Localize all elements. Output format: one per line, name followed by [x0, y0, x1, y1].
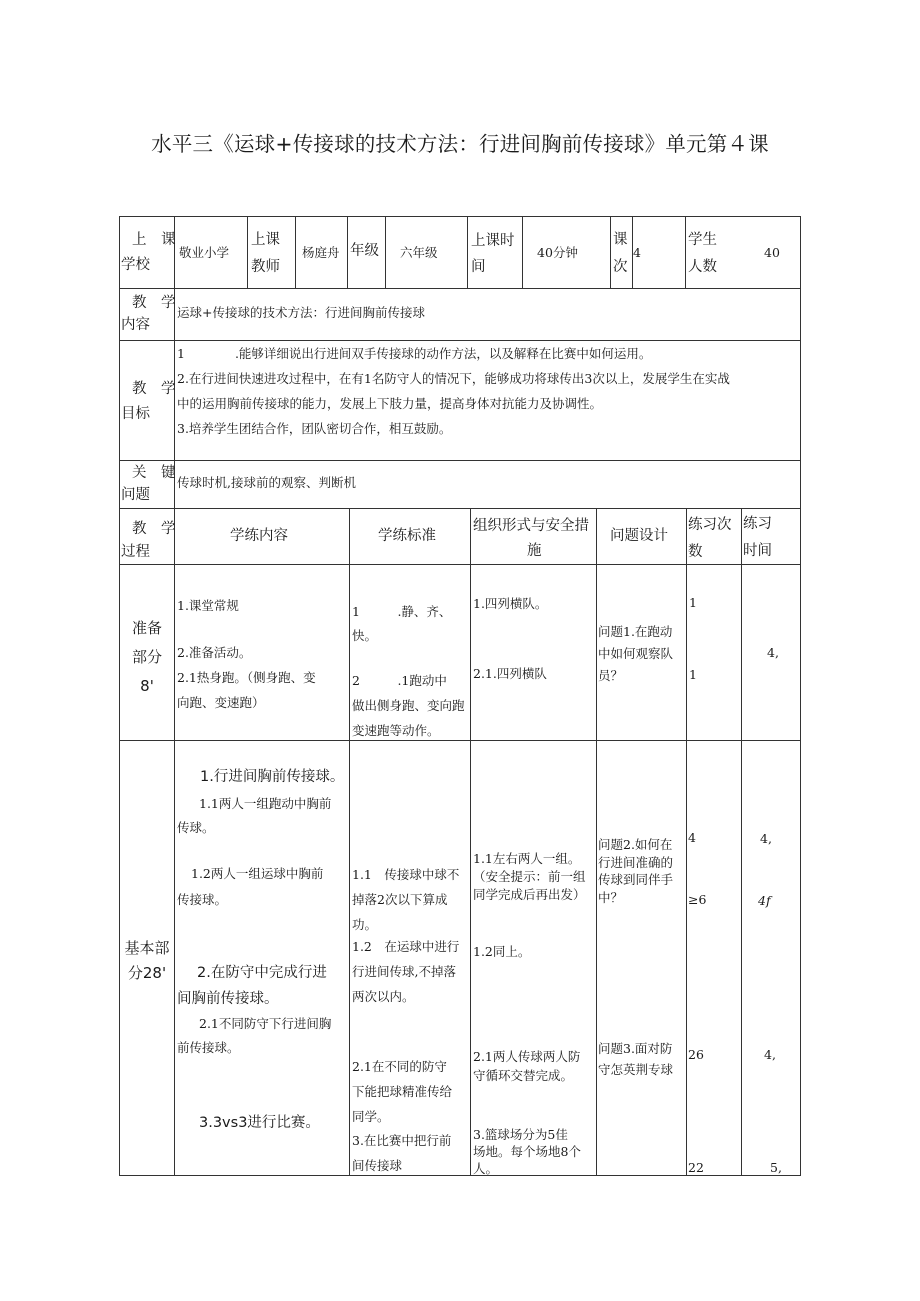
- col-line: [247, 216, 248, 288]
- prep-content-2: 2.准备活动。: [177, 645, 252, 660]
- key-question-text: 传球时机,接球前的观察、判断机: [177, 475, 356, 490]
- basic-standard-3: 3.在比赛中把行前 间传接球: [352, 1133, 452, 1173]
- prep-org-1: 1.四列横队。: [473, 596, 548, 611]
- goal-2-line-1: 2.在行进间快速进攻过程中，在有1名防守人的情况下，能够成功将球传出3次以上，发展学生在实战: [177, 371, 730, 386]
- basic-heading-3: 3.3vs3进行比赛。: [199, 1115, 320, 1131]
- basic-time-4: 5,: [770, 1160, 782, 1175]
- basic-content-2-1: 2.1不同防守下行进间胸 前传接球。: [177, 1016, 332, 1055]
- teacher-value: 杨庭舟: [302, 245, 340, 260]
- col-line: [385, 216, 386, 288]
- prep-question: 问题1.在跑动 中如何观察队 员？: [598, 624, 674, 683]
- content-text: 运球+传接球的技术方法：行进间胸前传接球: [177, 305, 425, 320]
- prep-standard-4: 做出侧身跑、变向跑: [352, 698, 465, 713]
- row-line: [119, 460, 801, 461]
- prep-content-1: 1.课堂常规: [177, 598, 239, 613]
- row-line: [119, 340, 801, 341]
- teacher-label: 上课 教师: [251, 232, 280, 275]
- basic-content-1-1: 1.1两人一组跑动中胸前 传球。: [177, 796, 332, 835]
- process-label: 教 学 过程: [121, 521, 176, 560]
- basic-org-1-2: 1.2同上。: [473, 944, 531, 959]
- col-header-content: 学练内容: [230, 528, 288, 544]
- row-line: [119, 740, 801, 741]
- prep-count-1: 1: [689, 595, 697, 610]
- basic-content-1-2: 1.2两人一组运球中胸前 传接球。: [177, 866, 324, 907]
- content-label: 教 学 内容: [121, 295, 176, 333]
- col-line: [686, 508, 687, 1176]
- prep-standard-1: 1 .静、齐、: [352, 604, 452, 619]
- school-label: 上 课 学校: [121, 232, 176, 273]
- col-header-time: 练习 时间: [743, 516, 772, 559]
- basic-time-1: 4,: [760, 831, 772, 846]
- col-line: [596, 508, 597, 1176]
- basic-org-1-1: 1.1左右两人一组。 （安全提示：前一组 同学完成后再出发）: [473, 851, 586, 902]
- basic-org-2-1: 2.1两人传球两人防 守循环交替完成。: [473, 1049, 581, 1083]
- goals-label: 教 学 目标: [121, 381, 176, 422]
- row-line: [119, 288, 801, 289]
- basic-time-3: 4,: [764, 1047, 776, 1062]
- prep-count-2: 1: [689, 667, 697, 682]
- prep-section-label: 准备 部分 8': [131, 619, 162, 695]
- prep-standard-2: 快。: [352, 628, 378, 643]
- basic-heading-1: 1.行进间胸前传接球。: [200, 769, 345, 785]
- goal-1: 1 .能够详细说出行进间双手传接球的动作方法，以及解释在比赛中如何运用。: [177, 346, 652, 361]
- col-header-organization: 组织形式与安全措 施: [473, 518, 589, 559]
- key-question-label: 关 键 问题: [121, 465, 176, 503]
- grade-value: 六年级: [400, 245, 438, 260]
- prep-standard-3: 2 .1跑动中: [352, 673, 447, 688]
- grade-label: 年级: [350, 243, 379, 259]
- student-count-value: 40: [764, 245, 780, 260]
- col-line: [295, 216, 296, 288]
- col-header-count: 练习次 数: [688, 517, 732, 560]
- basic-count-2: ≥6: [688, 892, 707, 907]
- basic-time-2: 4f: [758, 893, 771, 908]
- prep-org-2: 2.1.四列横队: [473, 666, 547, 681]
- row-line: [119, 508, 801, 509]
- basic-count-1: 4: [688, 830, 696, 845]
- basic-question-3: 问题3.面对防 守怎英荆专球: [598, 1041, 674, 1077]
- basic-count-3: 26: [688, 1047, 704, 1062]
- col-header-standard: 学练标准: [378, 528, 436, 544]
- col-line: [741, 508, 742, 1176]
- col-line: [522, 216, 523, 288]
- lesson-number-label: 课 次: [613, 232, 628, 275]
- col-line: [470, 508, 471, 1176]
- basic-count-4: 22: [688, 1160, 704, 1175]
- basic-org-3: 3.篮球场分为5佳 场地。每个场地8个 人。: [473, 1127, 581, 1176]
- col-line: [349, 508, 350, 1176]
- school-value: 敬业小学: [179, 245, 230, 260]
- prep-content-3: 2.1热身跑。（侧身跑、变: [177, 670, 316, 685]
- col-line: [347, 216, 348, 288]
- col-line: [610, 216, 611, 288]
- col-line: [174, 216, 175, 1176]
- basic-question-2: 问题2.如何在 行进间准确的 传球到同伴手 中？: [598, 837, 674, 905]
- prep-content-4: 向跑、变速跑）: [177, 695, 265, 710]
- col-line: [467, 216, 468, 288]
- goal-2-line-2: 中的运用胸前传接球的能力，发展上下肢力量，提高身体对抗能力及协调性。: [177, 396, 603, 411]
- prep-time-1: 4,: [767, 645, 779, 660]
- basic-standard-1-2: 1.2 在运球中进行 行进间传球,不掉落 两次以内。: [352, 939, 460, 1004]
- basic-standard-2-1: 2.1在不同的防守 下能把球精准传给 同学。: [352, 1059, 453, 1124]
- lesson-number-value: 4: [633, 245, 641, 260]
- goal-3: 3.培养学生团结合作，团队密切合作，相互鼓励。: [177, 421, 452, 436]
- col-header-question: 问题设计: [610, 528, 668, 544]
- class-time-value: 40分钟: [537, 245, 578, 260]
- basic-standard-1-1: 1.1 传接球中球不 掉落2次以下算成 功。: [352, 867, 460, 932]
- prep-standard-5: 变速跑等动作。: [352, 723, 440, 738]
- basic-section-label: 基本部 分28': [124, 939, 170, 982]
- student-count-label: 学生 人数: [688, 232, 717, 275]
- basic-heading-2: 2.在防守中完成行进 间胸前传接球。: [177, 965, 327, 1007]
- class-time-label: 上课时 间: [471, 233, 515, 275]
- col-line: [685, 216, 686, 288]
- document-title: 水平三《运球+传接球的技术方法：行进间胸前传接球》单元第４课: [151, 132, 769, 156]
